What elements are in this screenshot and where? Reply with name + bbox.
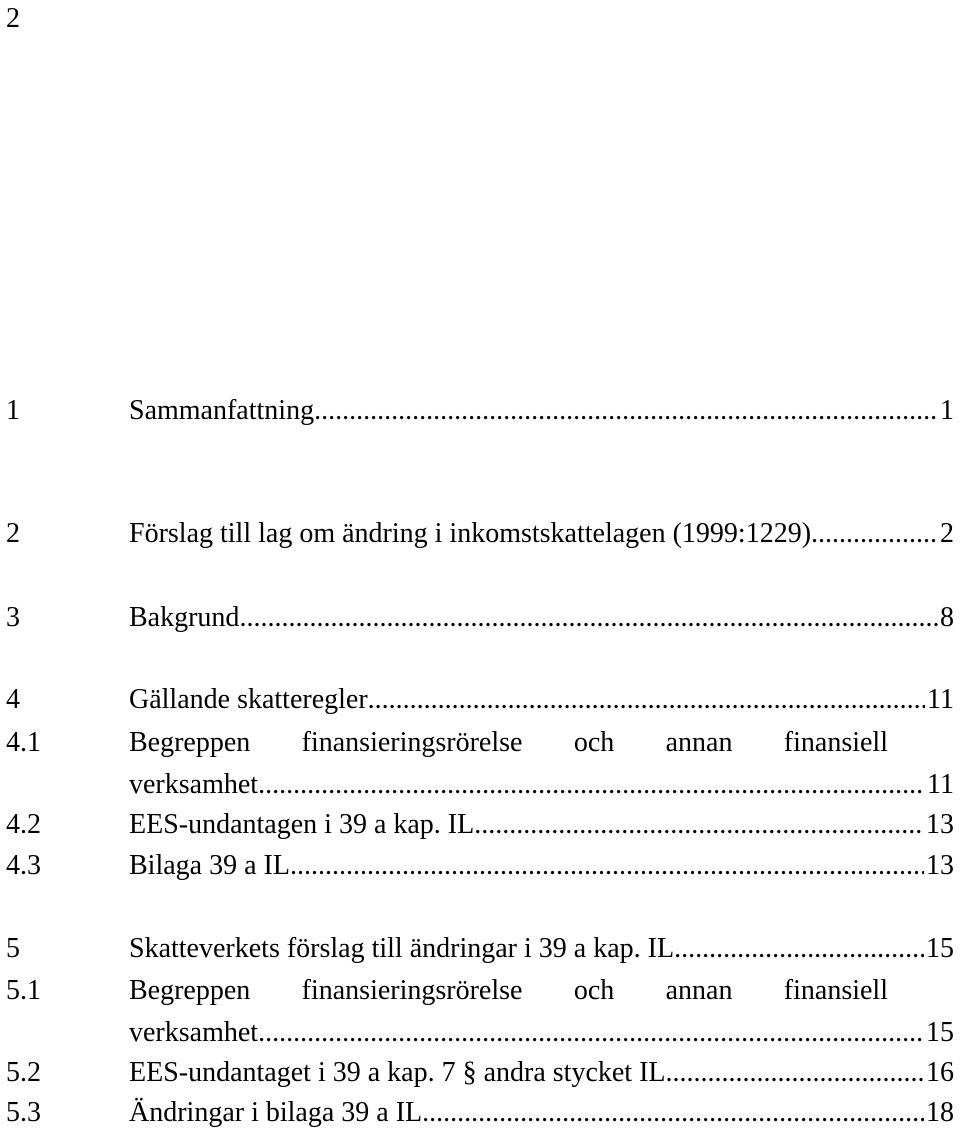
toc-entry-page: 8 (940, 602, 954, 633)
dot-leader (674, 932, 924, 966)
toc-entry-title: Förslag till lag om ändring i inkomstskattelagen (1999:1229) (129, 518, 812, 549)
toc-entry-page: 13 (926, 809, 954, 840)
toc-entry-page: 11 (927, 684, 954, 715)
toc-entry-page: 15 (926, 1017, 954, 1048)
toc-entry-5-2[interactable] (0, 1056, 960, 1090)
toc-entry-number: 4 (6, 684, 20, 715)
toc-entry-number: 4.1 (6, 727, 41, 758)
toc-entry-number: 4.2 (6, 809, 41, 840)
toc-entry-title: Begreppen finansieringsrörelse och annan finansiell (129, 727, 888, 758)
toc-entry-4-1[interactable] (0, 726, 960, 760)
dot-leader (422, 1096, 924, 1130)
dot-leader (314, 394, 938, 428)
toc-entry-number: 5.1 (6, 975, 41, 1006)
toc-entry-title: EES-undantagen i 39 a kap. IL (129, 809, 475, 840)
dot-leader (258, 768, 925, 802)
toc-entry-2[interactable] (0, 517, 960, 551)
toc-entry-page: 2 (940, 518, 954, 549)
toc-entry-number: 2 (6, 518, 20, 549)
toc-entry-page: 11 (927, 769, 954, 800)
toc-entry-title: Bilaga 39 a IL (129, 850, 290, 881)
toc-entry-5-1-continued[interactable] (0, 1016, 960, 1050)
toc-entry-5-1[interactable] (0, 974, 960, 1008)
toc-entry-title: Bakgrund (129, 602, 240, 633)
dot-leader (474, 808, 924, 842)
toc-entry-page: 15 (926, 933, 954, 964)
toc-entry-3[interactable] (0, 601, 960, 635)
dot-leader (811, 517, 938, 551)
toc-entry-title: Gällande skatteregler (129, 684, 368, 715)
toc-entry-4-2[interactable] (0, 808, 960, 842)
page-number: 2 (6, 3, 20, 34)
dot-leader (368, 683, 925, 717)
toc-entry-number: 5 (6, 933, 20, 964)
toc-entry-title: Sammanfattning (129, 395, 315, 426)
toc-entry-title: EES-undantaget i 39 a kap. 7 § andra stycket IL (129, 1057, 666, 1088)
toc-entry-title-continued: verksamhet (129, 769, 259, 800)
dot-leader (666, 1056, 924, 1090)
toc-entry-5[interactable] (0, 932, 960, 966)
toc-entry-title: Begreppen finansieringsrörelse och annan finansiell (129, 975, 888, 1006)
toc-entry-title-continued: verksamhet (129, 1017, 259, 1048)
toc-entry-number: 1 (6, 395, 20, 426)
toc-entry-number: 3 (6, 602, 20, 633)
toc-entry-5-3[interactable] (0, 1096, 960, 1130)
toc-entry-4[interactable] (0, 683, 960, 717)
toc-entry-number: 5.2 (6, 1057, 41, 1088)
toc-entry-page: 1 (940, 395, 954, 426)
toc-entry-title: Ändringar i bilaga 39 a IL (129, 1097, 423, 1128)
toc-entry-4-1-continued[interactable] (0, 768, 960, 802)
toc-entry-page: 16 (926, 1057, 954, 1088)
toc-entry-4-3[interactable] (0, 849, 960, 883)
toc-entry-number: 5.3 (6, 1097, 41, 1128)
dot-leader (239, 601, 938, 635)
dot-leader (290, 849, 924, 883)
toc-entry-page: 18 (926, 1097, 954, 1128)
dot-leader (258, 1016, 924, 1050)
section-symbol: § (462, 1057, 477, 1088)
toc-entry-number: 4.3 (6, 850, 41, 881)
toc-entry-title: Skatteverkets förslag till ändringar i 39 a kap. IL (129, 933, 675, 964)
toc-entry-page: 13 (926, 850, 954, 881)
toc-entry-1[interactable] (0, 394, 960, 428)
